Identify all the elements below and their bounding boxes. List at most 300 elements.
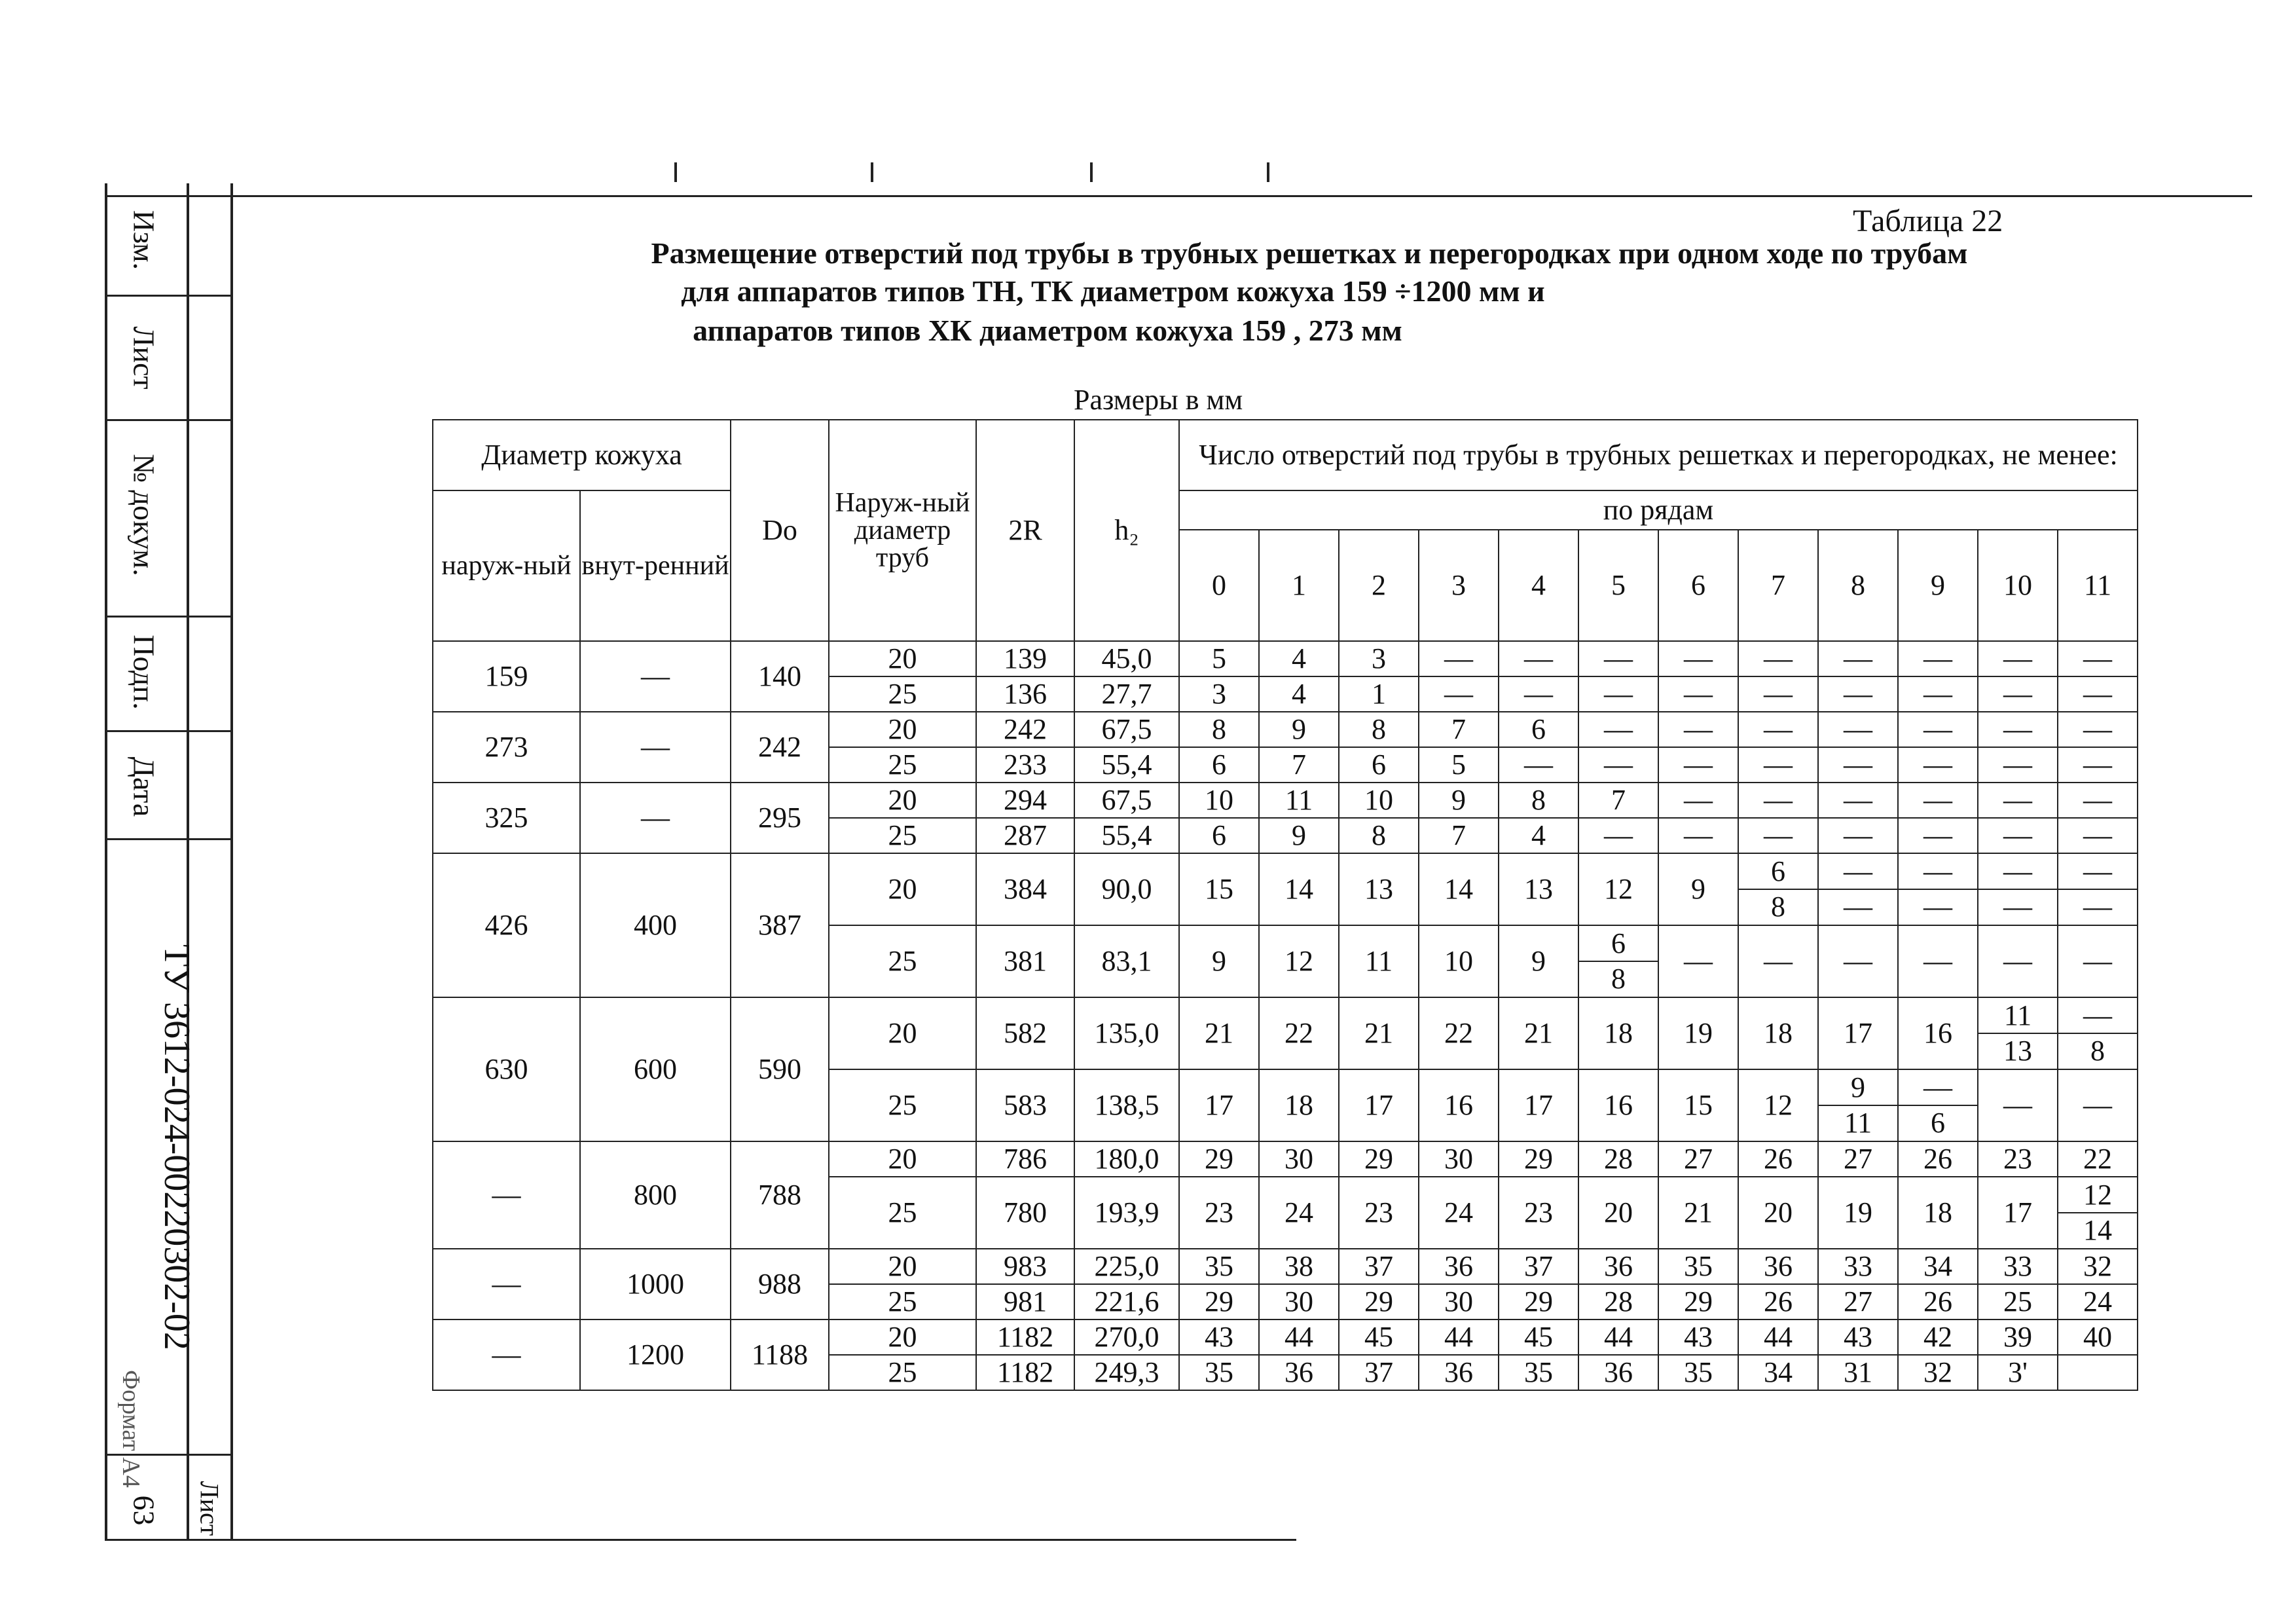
cell-tube: 20: [829, 1320, 976, 1355]
cell-count: —: [1818, 712, 1898, 747]
cell-count-top: —: [2058, 855, 2137, 890]
cell-count: 3: [1339, 641, 1419, 676]
cell-count: 45: [1499, 1320, 1578, 1355]
cell-tube: 25: [829, 925, 976, 997]
cell-count: —: [1658, 925, 1738, 997]
cell-count: 9: [1179, 925, 1259, 997]
cell-count: 36: [1578, 1249, 1658, 1284]
cell-count: 44: [1578, 1320, 1658, 1355]
cell-count: —: [1738, 712, 1818, 747]
cell-count: 22: [2058, 1141, 2138, 1177]
cell-do: 242: [731, 712, 829, 783]
cell-count: 26: [1898, 1284, 1978, 1320]
cell-count: 14: [1259, 853, 1339, 925]
cell-count: 30: [1259, 1284, 1339, 1320]
row-index-7: 7: [1738, 530, 1818, 641]
cell-count: 38: [1259, 1249, 1339, 1284]
cell-count: 29: [1339, 1141, 1419, 1177]
cell-count: 6: [1179, 818, 1259, 853]
cell-h2: 55,4: [1074, 818, 1179, 853]
cell-count: 17: [1499, 1069, 1578, 1141]
cell-2r: 287: [976, 818, 1074, 853]
cell-count: 35: [1658, 1249, 1738, 1284]
cell-count: 35: [1179, 1249, 1259, 1284]
cell-count: —: [2058, 712, 2138, 747]
cell-count-top: 6: [1739, 855, 1817, 890]
cell-count: 29: [1499, 1141, 1578, 1177]
cell-h2: 27,7: [1074, 676, 1179, 712]
cell-count: [2058, 1355, 2138, 1390]
cell-inner: —: [580, 783, 731, 853]
cell-count: —: [2058, 641, 2138, 676]
cell-count: —: [1978, 818, 2058, 853]
cell-inner: 400: [580, 853, 731, 997]
cell-count-top: —: [1978, 855, 2057, 890]
cell-count: 4: [1499, 818, 1578, 853]
title-line-1: Размещение отверстий под трубы в трубных решетках и перегородках при одном ходе по трубам: [651, 236, 1968, 270]
stamp-code: ТУ 3612-024-00220302-02: [156, 944, 197, 1350]
cell-count: —: [1578, 676, 1658, 712]
cell-tube: 25: [829, 1284, 976, 1320]
cell-count: —: [1499, 676, 1578, 712]
cell-count: 33: [1978, 1249, 2058, 1284]
cell-count: 32: [1898, 1355, 1978, 1390]
cell-count: 21: [1658, 1177, 1738, 1249]
cell-count: —: [1898, 641, 1978, 676]
cell-count: [2058, 1177, 2138, 1249]
cell-h2: 83,1: [1074, 925, 1179, 997]
cell-count: 36: [1419, 1355, 1499, 1390]
cell-h2: 90,0: [1074, 853, 1179, 925]
cell-count: 21: [1499, 997, 1578, 1069]
cell-count: [1578, 925, 1658, 997]
cell-count: —: [1578, 641, 1658, 676]
cell-count: 43: [1658, 1320, 1738, 1355]
cell-count: 43: [1179, 1320, 1259, 1355]
cell-count-bottom: 8: [1611, 963, 1626, 995]
cell-count: 18: [1898, 1177, 1978, 1249]
cell-count: —: [2058, 925, 2138, 997]
row-index-1: 1: [1259, 530, 1339, 641]
cell-count: —: [1978, 747, 2058, 783]
cell-count: 44: [1419, 1320, 1499, 1355]
cell-do: 788: [731, 1141, 829, 1249]
cell-count: 36: [1578, 1355, 1658, 1390]
cell-count: 34: [1738, 1355, 1818, 1390]
row-index-5: 5: [1578, 530, 1658, 641]
cell-count: 10: [1419, 925, 1499, 997]
cell-count: 19: [1818, 1177, 1898, 1249]
cell-count: 44: [1259, 1320, 1339, 1355]
cell-count: —: [1738, 925, 1818, 997]
cell-count: 9: [1259, 818, 1339, 853]
cell-count: 6: [1499, 712, 1578, 747]
cell-inner: 800: [580, 1141, 731, 1249]
top-tick: [871, 162, 873, 182]
cell-count: 24: [1419, 1177, 1499, 1249]
stamp-sheet-label: Лист: [194, 1481, 225, 1536]
cell-2r: 242: [976, 712, 1074, 747]
cell-count: 35: [1499, 1355, 1578, 1390]
cell-outer: 325: [433, 783, 580, 853]
cell-count: 35: [1658, 1355, 1738, 1390]
table-row: [433, 1249, 2138, 1284]
cell-count: —: [1738, 747, 1818, 783]
cell-count: —: [1898, 783, 1978, 818]
cell-count-top: 11: [1978, 999, 2057, 1034]
cell-count: 23: [1499, 1177, 1578, 1249]
cell-count: 44: [1738, 1320, 1818, 1355]
cell-inner: 1200: [580, 1320, 731, 1390]
cell-2r: 786: [976, 1141, 1074, 1177]
cell-count: 30: [1419, 1284, 1499, 1320]
hdr-tube-od: Наруж-ный диаметр труб: [829, 420, 976, 641]
cell-count-bottom: 8: [1771, 891, 1785, 923]
cell-count: —: [1658, 712, 1738, 747]
cell-count: —: [1818, 641, 1898, 676]
cell-2r: 233: [976, 747, 1074, 783]
cell-count: 7: [1578, 783, 1658, 818]
cell-count: 8: [1499, 783, 1578, 818]
hdr-h2: h₂: [1074, 420, 1179, 641]
cell-count-bottom: 14: [2083, 1214, 2112, 1246]
cell-count: —: [1419, 641, 1499, 676]
cell-count: 23: [1978, 1141, 2058, 1177]
table-row: [433, 1141, 2138, 1177]
cell-tube: 20: [829, 1249, 976, 1284]
cell-count: 37: [1339, 1249, 1419, 1284]
cell-count: 5: [1179, 641, 1259, 676]
row-index-3: 3: [1419, 530, 1499, 641]
cell-count-bottom: —: [2083, 891, 2112, 923]
stamp-date: Дата: [127, 756, 161, 817]
cell-inner: 1000: [580, 1249, 731, 1320]
cell-count: 43: [1818, 1320, 1898, 1355]
cell-count: —: [1738, 818, 1818, 853]
stamp-izm: Изм.: [127, 210, 161, 270]
cell-count: —: [1818, 925, 1898, 997]
cell-count: —: [1898, 925, 1978, 997]
cell-count: 19: [1658, 997, 1738, 1069]
cell-count: 17: [1339, 1069, 1419, 1141]
stamp-format: Формат А4: [117, 1370, 145, 1488]
cell-count: —: [1978, 676, 2058, 712]
cell-do: 140: [731, 641, 829, 712]
cell-count: 27: [1818, 1141, 1898, 1177]
cell-do: 295: [731, 783, 829, 853]
cell-h2: 193,9: [1074, 1177, 1179, 1249]
cell-count: —: [2058, 783, 2138, 818]
cell-count: 13: [1339, 853, 1419, 925]
cell-count: 14: [1419, 853, 1499, 925]
cell-count: —: [1499, 747, 1578, 783]
cell-count: 26: [1738, 1141, 1818, 1177]
cell-count: —: [1818, 747, 1898, 783]
cell-count: —: [1738, 641, 1818, 676]
cell-h2: 67,5: [1074, 783, 1179, 818]
cell-count: 16: [1419, 1069, 1499, 1141]
hdr-outer: наруж-ный: [433, 490, 580, 641]
cell-count: 21: [1339, 997, 1419, 1069]
cell-count-bottom: —: [2003, 891, 2032, 923]
cell-count: [1898, 1069, 1978, 1141]
stamp-podp: Подп.: [127, 635, 161, 710]
cell-do: 1188: [731, 1320, 829, 1390]
cell-count: —: [1978, 925, 2058, 997]
cell-count: —: [1578, 712, 1658, 747]
cell-inner: —: [580, 641, 731, 712]
cell-count-bottom: —: [1844, 891, 1872, 923]
cell-count: 36: [1419, 1249, 1499, 1284]
cell-count: —: [1818, 783, 1898, 818]
cell-count-bottom: 6: [1931, 1107, 1945, 1139]
cell-2r: 981: [976, 1284, 1074, 1320]
row-index-8: 8: [1818, 530, 1898, 641]
cell-do: 387: [731, 853, 829, 997]
cell-h2: 55,4: [1074, 747, 1179, 783]
cell-count: 17: [1179, 1069, 1259, 1141]
table-row: [433, 641, 2138, 676]
cell-h2: 270,0: [1074, 1320, 1179, 1355]
cell-count: —: [1499, 641, 1578, 676]
cell-count: 9: [1499, 925, 1578, 997]
cell-count: 32: [2058, 1249, 2138, 1284]
cell-count: 22: [1259, 997, 1339, 1069]
cell-count: 37: [1339, 1355, 1419, 1390]
cell-count: 7: [1419, 712, 1499, 747]
cell-count: 9: [1658, 853, 1738, 925]
cell-count-bottom: 11: [1844, 1107, 1872, 1139]
cell-count: —: [1978, 712, 2058, 747]
cell-count: 7: [1419, 818, 1499, 853]
cell-count: [1898, 853, 1978, 925]
cell-2r: 1182: [976, 1320, 1074, 1355]
cell-count: —: [1898, 747, 1978, 783]
cell-count: —: [1738, 783, 1818, 818]
cell-count-bottom: 13: [2003, 1035, 2032, 1067]
cell-count: 24: [1259, 1177, 1339, 1249]
cell-count: 40: [2058, 1320, 2138, 1355]
cell-2r: 381: [976, 925, 1074, 997]
cell-count: 35: [1179, 1355, 1259, 1390]
units-caption: Размеры в мм: [1074, 384, 1243, 416]
cell-count: [1978, 853, 2058, 925]
cell-count: 22: [1419, 997, 1499, 1069]
cell-count-bottom: —: [1923, 891, 1952, 923]
cell-tube: 20: [829, 1141, 976, 1177]
cell-count: 42: [1898, 1320, 1978, 1355]
stamp-sheet-no: 63: [127, 1495, 161, 1526]
title-line-3: аппаратов типов ХК диаметром кожуха 159 , 273 мм: [693, 314, 1402, 347]
cell-count: 7: [1259, 747, 1339, 783]
cell-tube: 25: [829, 1355, 976, 1390]
cell-count: 18: [1259, 1069, 1339, 1141]
cell-count: 9: [1259, 712, 1339, 747]
cell-count: —: [1978, 1069, 2058, 1141]
cell-2r: 780: [976, 1177, 1074, 1249]
cell-2r: 583: [976, 1069, 1074, 1141]
cell-2r: 136: [976, 676, 1074, 712]
cell-count: 20: [1578, 1177, 1658, 1249]
cell-count: 28: [1578, 1284, 1658, 1320]
cell-count: 11: [1339, 925, 1419, 997]
cell-count: —: [1578, 747, 1658, 783]
cell-tube: 25: [829, 747, 976, 783]
cell-count: 11: [1259, 783, 1339, 818]
cell-count: —: [1898, 818, 1978, 853]
cell-h2: 67,5: [1074, 712, 1179, 747]
cell-outer: —: [433, 1249, 580, 1320]
cell-count: 34: [1898, 1249, 1978, 1284]
cell-count: [1818, 853, 1898, 925]
row-index-2: 2: [1339, 530, 1419, 641]
cell-outer: 273: [433, 712, 580, 783]
cell-count: 45: [1339, 1320, 1419, 1355]
cell-count: 27: [1818, 1284, 1898, 1320]
cell-do: 988: [731, 1249, 829, 1320]
cell-h2: 135,0: [1074, 997, 1179, 1069]
table-body: [433, 641, 2138, 1390]
cell-do: 590: [731, 997, 829, 1141]
cell-tube: 20: [829, 783, 976, 818]
cell-inner: —: [580, 712, 731, 783]
cell-2r: 139: [976, 641, 1074, 676]
hdr-holes: Число отверстий под трубы в трубных решетках и перегородках, не менее:: [1179, 420, 2138, 490]
stamp-doc: № докум.: [127, 454, 161, 576]
cell-count-top: —: [1819, 855, 1897, 890]
cell-count: 5: [1419, 747, 1499, 783]
stamp-list: Лист: [127, 326, 161, 390]
hdr-inner: внут-ренний: [580, 490, 731, 641]
table-number: Таблица 22: [1853, 204, 2003, 238]
cell-h2: 138,5: [1074, 1069, 1179, 1141]
cell-tube: 25: [829, 818, 976, 853]
cell-count: 8: [1339, 712, 1419, 747]
cell-count: 29: [1658, 1284, 1738, 1320]
cell-count: —: [1978, 641, 2058, 676]
cell-count: 16: [1578, 1069, 1658, 1141]
cell-count: —: [1898, 676, 1978, 712]
cell-count: 25: [1978, 1284, 2058, 1320]
cell-count: [2058, 853, 2138, 925]
cell-count: 13: [1499, 853, 1578, 925]
cell-count: —: [1658, 818, 1738, 853]
cell-count: [2058, 997, 2138, 1069]
cell-count: 9: [1419, 783, 1499, 818]
cell-count: —: [1658, 676, 1738, 712]
cell-outer: 159: [433, 641, 580, 712]
cell-count: —: [1419, 676, 1499, 712]
cell-count: 20: [1738, 1177, 1818, 1249]
cell-tube: 25: [829, 1069, 976, 1141]
cell-count: 3': [1978, 1355, 2058, 1390]
cell-count: —: [1738, 676, 1818, 712]
cell-2r: 1182: [976, 1355, 1074, 1390]
table-row: [433, 1320, 2138, 1355]
cell-count: 29: [1179, 1141, 1259, 1177]
cell-count: 36: [1738, 1249, 1818, 1284]
cell-count: 30: [1419, 1141, 1499, 1177]
cell-count: 23: [1179, 1177, 1259, 1249]
row-index-0: 0: [1179, 530, 1259, 641]
cell-count: 15: [1658, 1069, 1738, 1141]
row-index-11: 11: [2058, 530, 2138, 641]
cell-count: 17: [1978, 1177, 2058, 1249]
cell-count-top: 6: [1579, 927, 1658, 962]
cell-count: 17: [1818, 997, 1898, 1069]
cell-count: 15: [1179, 853, 1259, 925]
cell-count: —: [1658, 783, 1738, 818]
cell-count: 1: [1339, 676, 1419, 712]
cell-tube: 25: [829, 676, 976, 712]
hdr-2r: 2R: [976, 420, 1074, 641]
cell-tube: 20: [829, 997, 976, 1069]
cell-count: 29: [1339, 1284, 1419, 1320]
cell-count: 12: [1578, 853, 1658, 925]
cell-count: 26: [1738, 1284, 1818, 1320]
table-row: [433, 712, 2138, 747]
cell-count: 6: [1339, 747, 1419, 783]
cell-count: —: [1898, 712, 1978, 747]
top-tick: [1267, 162, 1269, 182]
cell-outer: —: [433, 1141, 580, 1249]
hdr-do: Do: [731, 420, 829, 641]
row-index-10: 10: [1978, 530, 2058, 641]
cell-count: —: [2058, 1069, 2138, 1141]
cell-count: [1978, 997, 2058, 1069]
cell-count-top: —: [1899, 855, 1977, 890]
cell-count: 6: [1179, 747, 1259, 783]
cell-count: 24: [2058, 1284, 2138, 1320]
cell-count: 29: [1499, 1284, 1578, 1320]
cell-2r: 384: [976, 853, 1074, 925]
side-stamp: [105, 183, 229, 1539]
cell-tube: 20: [829, 712, 976, 747]
cell-count: 4: [1259, 676, 1339, 712]
cell-count: 29: [1179, 1284, 1259, 1320]
cell-count: 36: [1259, 1355, 1339, 1390]
cell-count: 16: [1898, 997, 1978, 1069]
cell-count: —: [1978, 783, 2058, 818]
cell-outer: 426: [433, 853, 580, 997]
cell-count: 8: [1339, 818, 1419, 853]
cell-tube: 20: [829, 853, 976, 925]
top-border-line: [105, 195, 2252, 197]
row-index-4: 4: [1499, 530, 1578, 641]
cell-h2: 180,0: [1074, 1141, 1179, 1177]
cell-tube: 20: [829, 641, 976, 676]
holes-table: [432, 419, 2138, 1391]
cell-count: —: [1818, 676, 1898, 712]
cell-h2: 249,3: [1074, 1355, 1179, 1390]
cell-count-top: 12: [2058, 1178, 2137, 1213]
top-tick: [674, 162, 677, 182]
cell-inner: 600: [580, 997, 731, 1141]
bottom-border-line: [105, 1539, 1296, 1541]
cell-count-top: —: [1899, 1071, 1977, 1106]
cell-count: 10: [1339, 783, 1419, 818]
cell-count: —: [2058, 818, 2138, 853]
cell-count: 37: [1499, 1249, 1578, 1284]
cell-count: —: [1818, 818, 1898, 853]
cell-2r: 582: [976, 997, 1074, 1069]
cell-h2: 45,0: [1074, 641, 1179, 676]
cell-count: [1738, 853, 1818, 925]
cell-count: [1818, 1069, 1898, 1141]
cell-count: 27: [1658, 1141, 1738, 1177]
cell-count: 10: [1179, 783, 1259, 818]
cell-count: 4: [1259, 641, 1339, 676]
